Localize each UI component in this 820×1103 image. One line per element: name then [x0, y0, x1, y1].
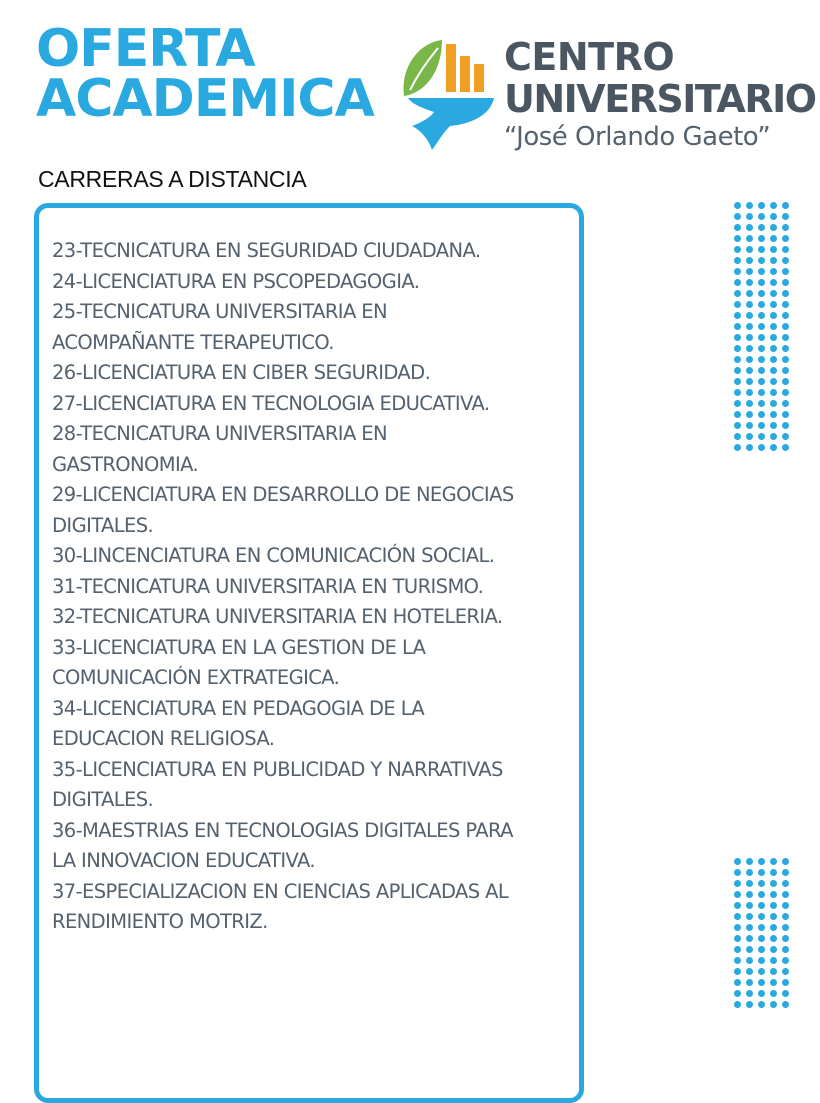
dot	[734, 411, 741, 418]
dot	[782, 979, 789, 986]
dot	[734, 924, 741, 931]
list-item: 25-TECNICATURA UNIVERSITARIA EN	[52, 300, 387, 323]
dot	[734, 378, 741, 385]
dot	[770, 323, 777, 330]
dot	[782, 235, 789, 242]
dot	[782, 400, 789, 407]
dot	[770, 312, 777, 319]
dot	[782, 345, 789, 352]
dot	[734, 268, 741, 275]
dot	[758, 444, 765, 451]
dot	[770, 290, 777, 297]
dot	[734, 323, 741, 330]
dot	[770, 301, 777, 308]
dot	[770, 235, 777, 242]
careers-list	[52, 236, 577, 938]
dot	[770, 1001, 777, 1008]
dot	[746, 935, 753, 942]
dot	[782, 880, 789, 887]
dot	[782, 924, 789, 931]
list-item: 33-LICENCIATURA EN LA GESTION DE LA	[52, 635, 426, 659]
dot	[746, 1001, 753, 1008]
dot	[758, 345, 765, 352]
dot	[734, 858, 741, 865]
dot	[758, 946, 765, 953]
dot	[734, 356, 741, 363]
dot	[782, 957, 789, 964]
dot	[734, 891, 741, 898]
dot	[758, 389, 765, 396]
dot	[734, 257, 741, 264]
dot	[746, 301, 753, 308]
dot-pattern-bottom	[734, 858, 790, 1008]
list-item: 34-LICENCIATURA EN PEDAGOGIA DE LA	[52, 696, 425, 720]
dot	[746, 312, 753, 319]
dot	[758, 935, 765, 942]
dot	[758, 422, 765, 429]
dot	[758, 279, 765, 286]
dot	[734, 968, 741, 975]
dot	[770, 968, 777, 975]
dot	[782, 312, 789, 319]
dot	[770, 444, 777, 451]
dot	[770, 279, 777, 286]
dot	[734, 367, 741, 374]
dot	[782, 433, 789, 440]
dot	[758, 356, 765, 363]
dot	[746, 979, 753, 986]
dot	[746, 869, 753, 876]
title-line-1: OFERTA	[36, 19, 255, 79]
dot	[734, 334, 741, 341]
brand-line-1: CENTRO	[504, 35, 675, 79]
dot	[758, 957, 765, 964]
dot	[758, 378, 765, 385]
dot	[734, 902, 741, 909]
dot	[734, 301, 741, 308]
dot	[782, 356, 789, 363]
dot	[770, 202, 777, 209]
list-item: 30-LINCENCIATURA EN COMUNICACIÓN SOCIAL.	[52, 544, 495, 567]
dot	[746, 378, 753, 385]
leaf-and-bar-chart-logo-icon	[398, 34, 498, 154]
dot	[746, 356, 753, 363]
list-item: 32-TECNICATURA UNIVERSITARIA EN HOTELERIA.	[52, 605, 503, 628]
dot	[782, 246, 789, 253]
subtitle: CARRERAS A DISTANCIA	[38, 166, 307, 192]
dot	[746, 334, 753, 341]
dot	[758, 902, 765, 909]
dot	[734, 345, 741, 352]
dot	[746, 389, 753, 396]
dot	[782, 411, 789, 418]
dot	[746, 957, 753, 964]
dot	[746, 990, 753, 997]
dot	[782, 268, 789, 275]
dot	[782, 367, 789, 374]
dot	[746, 902, 753, 909]
dot	[782, 858, 789, 865]
list-item: 26-LICENCIATURA EN CIBER SEGURIDAD.	[52, 361, 431, 384]
dot	[758, 913, 765, 920]
dot	[734, 913, 741, 920]
dot	[770, 345, 777, 352]
dot	[782, 389, 789, 396]
dot	[758, 869, 765, 876]
dot	[782, 334, 789, 341]
brand-line-3: “José Orlando Gaeto”	[504, 122, 771, 152]
dot	[758, 334, 765, 341]
dot-pattern-top	[734, 202, 790, 451]
list-item: GASTRONOMIA.	[52, 452, 199, 476]
dot	[782, 378, 789, 385]
dot	[758, 367, 765, 374]
dot	[758, 257, 765, 264]
dot	[770, 422, 777, 429]
dot	[758, 924, 765, 931]
dot	[758, 880, 765, 887]
dot	[746, 279, 753, 286]
dot	[746, 202, 753, 209]
dot	[782, 224, 789, 231]
dot	[734, 880, 741, 887]
dot	[734, 957, 741, 964]
dot	[734, 935, 741, 942]
dot	[782, 323, 789, 330]
dot	[758, 268, 765, 275]
list-item: 27-LICENCIATURA EN TECNOLOGIA EDUCATIVA.	[52, 391, 490, 415]
dot	[782, 1001, 789, 1008]
list-item: DIGITALES.	[52, 513, 154, 537]
dot	[746, 858, 753, 865]
dot	[734, 422, 741, 429]
dot	[746, 224, 753, 231]
dot	[734, 235, 741, 242]
dot	[746, 268, 753, 275]
list-item: COMUNICACIÓN EXTRATEGICA.	[52, 666, 340, 689]
dot	[734, 312, 741, 319]
dot	[782, 968, 789, 975]
dot	[758, 891, 765, 898]
dot	[746, 345, 753, 352]
dot	[746, 411, 753, 418]
dot	[758, 312, 765, 319]
dot	[758, 213, 765, 220]
dot	[734, 246, 741, 253]
dot	[782, 913, 789, 920]
list-item: 23-TECNICATURA EN SEGURIDAD CIUDADANA.	[52, 239, 481, 262]
dot	[734, 433, 741, 440]
brand-line-2: UNIVERSITARIO	[504, 77, 816, 121]
dot	[734, 202, 741, 209]
list-item: EDUCACION RELIGIOSA.	[52, 727, 275, 750]
dot	[758, 202, 765, 209]
dot	[734, 869, 741, 876]
dot	[746, 323, 753, 330]
dot	[734, 990, 741, 997]
dot	[770, 334, 777, 341]
dot	[770, 411, 777, 418]
title-line-2: ACADEMICA	[36, 69, 374, 129]
dot	[746, 946, 753, 953]
dot	[782, 869, 789, 876]
dot	[782, 422, 789, 429]
dot	[770, 378, 777, 385]
list-item: 29-LICENCIATURA EN DESARROLLO DE NEGOCIAS	[52, 483, 514, 506]
dot	[782, 902, 789, 909]
dot	[782, 946, 789, 953]
dot	[758, 400, 765, 407]
dot	[734, 389, 741, 396]
dot	[758, 246, 765, 253]
dot	[734, 290, 741, 297]
dot	[770, 213, 777, 220]
dot	[770, 924, 777, 931]
dot	[758, 301, 765, 308]
dot	[746, 891, 753, 898]
list-item: 35-LICENCIATURA EN PUBLICIDAD Y NARRATIVAS	[52, 757, 503, 781]
dot	[758, 235, 765, 242]
dot	[782, 213, 789, 220]
dot	[758, 290, 765, 297]
dot	[782, 301, 789, 308]
dot	[782, 202, 789, 209]
dot	[758, 968, 765, 975]
dot	[746, 246, 753, 253]
dot	[770, 902, 777, 909]
dot	[746, 444, 753, 451]
dot	[758, 224, 765, 231]
dot	[734, 279, 741, 286]
list-item: 24-LICENCIATURA EN PSCOPEDAGOGIA.	[52, 269, 420, 293]
dot	[770, 257, 777, 264]
dot	[746, 433, 753, 440]
dot	[746, 235, 753, 242]
dot	[770, 268, 777, 275]
dot	[758, 323, 765, 330]
list-item: 37-ESPECIALIZACION EN CIENCIAS APLICADAS AL	[52, 879, 509, 903]
dot	[746, 400, 753, 407]
list-item: DIGITALES.	[52, 788, 154, 811]
dot	[770, 224, 777, 231]
dot	[770, 389, 777, 396]
dot	[734, 444, 741, 451]
dot	[746, 367, 753, 374]
dot	[758, 411, 765, 418]
dot	[758, 979, 765, 986]
dot	[782, 891, 789, 898]
list-item: ACOMPAÑANTE TERAPEUTICO.	[52, 330, 334, 354]
dot	[746, 290, 753, 297]
dot	[770, 891, 777, 898]
dot	[782, 290, 789, 297]
dot	[746, 257, 753, 264]
brand-name	[504, 36, 816, 154]
list-item: 36-MAESTRIAS EN TECNOLOGIAS DIGITALES PARA	[52, 818, 513, 842]
dot	[770, 356, 777, 363]
dot	[782, 257, 789, 264]
dot	[782, 935, 789, 942]
dot	[746, 880, 753, 887]
page-title	[36, 19, 374, 129]
list-item: LA INNOVACION EDUCATIVA.	[52, 849, 315, 872]
dot	[770, 935, 777, 942]
dot	[758, 1001, 765, 1008]
dot	[770, 957, 777, 964]
dot	[734, 224, 741, 231]
dot	[770, 246, 777, 253]
dot	[734, 1001, 741, 1008]
dot	[782, 990, 789, 997]
list-item: 28-TECNICATURA UNIVERSITARIA EN	[52, 422, 387, 445]
dot	[746, 213, 753, 220]
dot	[758, 433, 765, 440]
dot	[746, 422, 753, 429]
dot	[758, 858, 765, 865]
dot	[734, 946, 741, 953]
dot	[770, 367, 777, 374]
dot	[770, 880, 777, 887]
dot	[770, 433, 777, 440]
dot	[734, 213, 741, 220]
dot	[746, 913, 753, 920]
list-item: 31-TECNICATURA UNIVERSITARIA EN TURISMO.	[52, 574, 484, 598]
dot	[770, 858, 777, 865]
dot	[770, 913, 777, 920]
dot	[770, 990, 777, 997]
dot	[734, 979, 741, 986]
dot	[758, 990, 765, 997]
list-item: RENDIMIENTO MOTRIZ.	[52, 910, 268, 933]
dot	[770, 946, 777, 953]
dot	[746, 924, 753, 931]
dot	[746, 968, 753, 975]
dot	[770, 979, 777, 986]
dot	[770, 400, 777, 407]
dot	[770, 869, 777, 876]
dot	[734, 400, 741, 407]
dot	[782, 279, 789, 286]
dot	[782, 444, 789, 451]
